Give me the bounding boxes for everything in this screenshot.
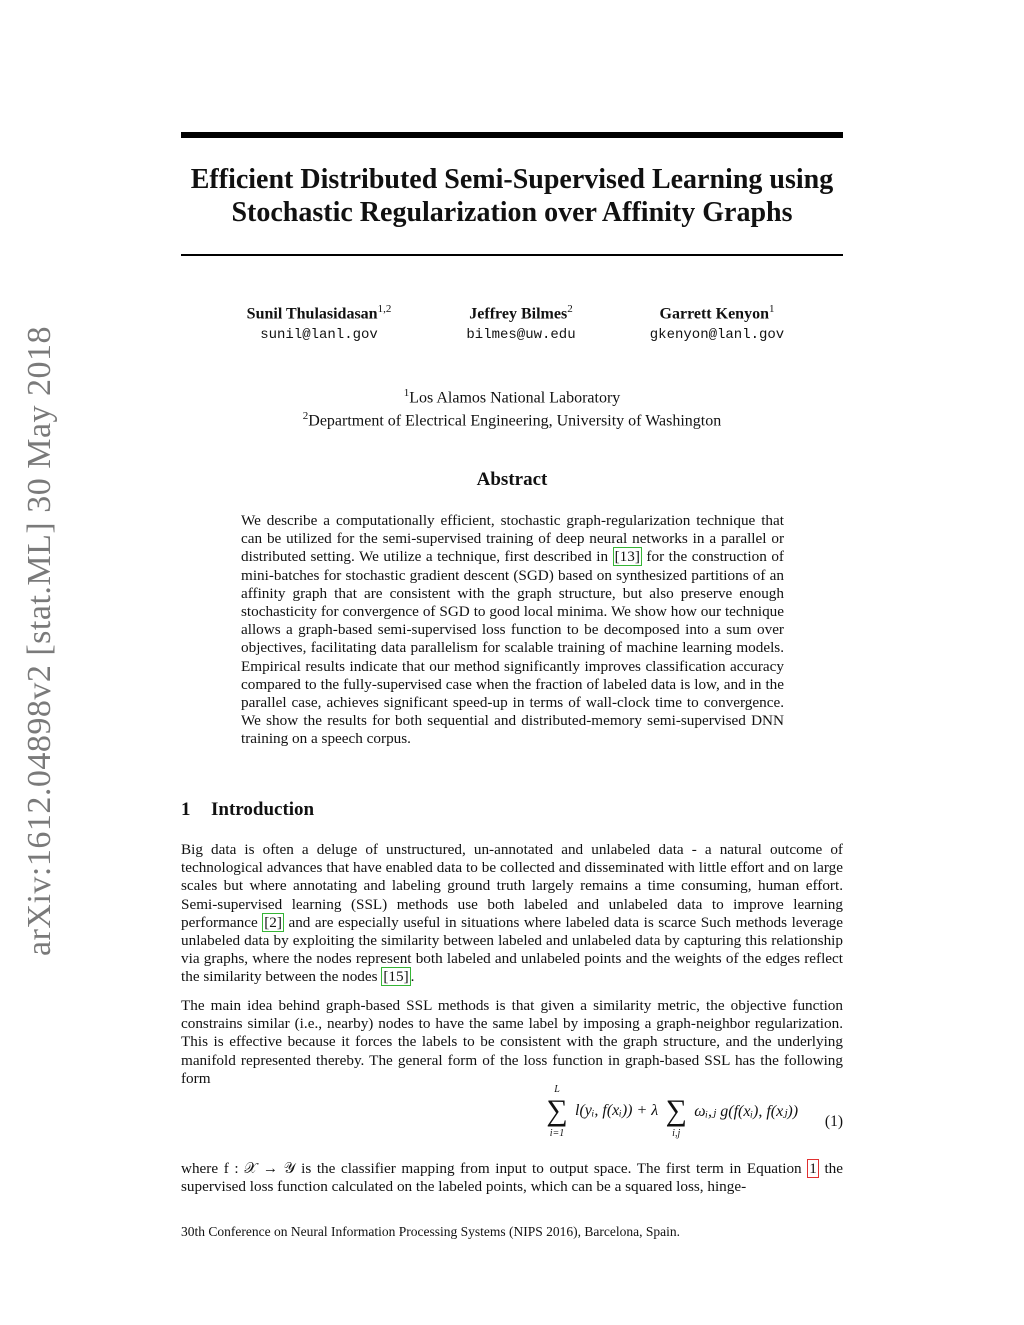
- citation-link[interactable]: [15]: [383, 968, 409, 986]
- author-affiliation-mark: 1,2: [377, 303, 392, 315]
- title-bottom-rule: [181, 254, 843, 256]
- sum-lower-limit: i,j: [672, 1128, 681, 1139]
- abstract-text-part: We describe a computationally efficient, stochastic graph-regularization technique that can be utilized for the semi-supervised training of deep neural networks in a parallel or distributed setting. We utilize a technique, first described in: [241, 512, 784, 566]
- sum-lower-limit: i=1: [549, 1128, 565, 1139]
- affiliation-mark: 1: [403, 387, 410, 399]
- paragraph-text: and are especially useful in situations where labeled data is scarce Such methods leverage unlabeled data by exploiting the similarity between labeled and unlabeled data by capturing this relationship via graphs, where the nodes represent both labeled and unlabeled points and the weights of the edges reflect the similarity between the nodes: [181, 913, 844, 986]
- equation-reference-link[interactable]: 1: [809, 1160, 817, 1177]
- affiliation-text: Los Alamos National Laboratory: [409, 389, 621, 407]
- citation-link[interactable]: [13]: [614, 548, 640, 566]
- equation-term: l(yᵢ, f(xᵢ)) + λ: [575, 1102, 659, 1119]
- paper-title: [181, 163, 843, 229]
- author-block: [637, 298, 797, 345]
- intro-paragraph-2: The main idea behind graph-based SSL methods is that given a similarity metric, the objective function constrains similar (i.e., nearby) nodes to have the same label by imposing a graph-neighbor regularization. This is effective because it forces the labels to be consistent with the graph structure, and the underlying manifold represented thereby. The general form of the loss function in graph-based SSL has the following form: [181, 997, 843, 1087]
- author-block: [451, 298, 591, 345]
- arxiv-identifier: arXiv:1612.04898v2 [stat.ML] 30 May 2018: [21, 325, 58, 956]
- abstract-heading: Abstract: [476, 469, 548, 490]
- citation-link[interactable]: [2]: [264, 913, 282, 931]
- sum-upper-limit: L: [554, 1084, 560, 1095]
- summation-symbol: ∑ i,j: [662, 1096, 690, 1126]
- affiliation-text: Department of Electrical Engineering, University of Washington: [308, 412, 722, 430]
- author-email[interactable]: gkenyon@lanl.gov: [649, 327, 785, 344]
- author-name: [637, 298, 797, 325]
- affiliation-line: [181, 384, 843, 407]
- equation-number: (1): [824, 1113, 843, 1130]
- abstract-text-part: for the construction of mini-batches for stochastic gradient descent (SGD) based on synthesized partitions of an affinity graph that are consistent with the graph structure, but also preserve enough stochasticity for convergence of SGD to good local minima. We show how our technique allows a graph-based semi-supervised loss function to be decomposed into a sum over objectives, facilitating data parallelism for scalable training of machine learning models. Empirical results indicate that our method significantly improves classification accuracy compared to the fully-supervised case when the fraction of labeled data is low, and in the parallel case, achieves significant speed-up in terms of wall-clock time to convergence. We show the results for both sequential and distributed-memory semi-supervised DNN training on a speech corpus.: [241, 548, 784, 748]
- author-name-text: Garrett Kenyon: [659, 305, 769, 323]
- equation-term: ωᵢ,ⱼ g(f(xᵢ), f(xⱼ)): [694, 1103, 799, 1120]
- title-line-2: Stochastic Regularization over Affinity Graphs: [231, 197, 793, 228]
- author-affiliation-mark: 2: [567, 303, 573, 315]
- author-list: [181, 298, 843, 348]
- section-heading: [181, 799, 843, 821]
- summation-symbol: L ∑ i=1: [543, 1096, 571, 1126]
- title-top-rule: [181, 132, 843, 138]
- intro-paragraph-1: [181, 841, 843, 987]
- intro-paragraph-3: [181, 1160, 843, 1196]
- author-email[interactable]: bilmes@uw.edu: [466, 327, 576, 344]
- author-block: [229, 298, 409, 345]
- affiliation-line: [181, 407, 843, 430]
- paragraph-text: Big data is often a deluge of unstructured, un-annotated and unlabeled data - a natural outcome of technological advances that have enabled data to be collected and disseminated with little effort and on large scales but where annotating and labeling ground truth largely remains a time consuming, human effort. Semi-supervised learning (SSL) methods use both labeled and unlabeled data to improve learning performance: [181, 841, 843, 931]
- title-line-1: Efficient Distributed Semi-Supervised Learning using: [190, 164, 834, 195]
- affiliation-list: [181, 384, 843, 431]
- section-number: 1: [181, 799, 191, 820]
- equation-1: [181, 1084, 843, 1152]
- author-name-text: Jeffrey Bilmes: [469, 305, 568, 323]
- author-name: [229, 298, 409, 325]
- paragraph-text: .: [410, 968, 415, 986]
- paragraph-text: where f : 𝒳 → 𝒴 is the classifier mapping from input to output space. The first term in Equation: [181, 1160, 808, 1177]
- abstract-text: [241, 512, 784, 749]
- paragraph-text: the supervised loss function calculated on the labeled points, which can be a squared loss, hinge-: [181, 1160, 843, 1196]
- section-title: Introduction: [211, 799, 315, 820]
- conference-footnote: 30th Conference on Neural Information Processing Systems (NIPS 2016), Barcelona, Spain.: [181, 1224, 681, 1239]
- author-email[interactable]: sunil@lanl.gov: [260, 327, 378, 344]
- author-name: [451, 298, 591, 325]
- equation-body: [543, 1084, 799, 1152]
- author-name-text: Sunil Thulasidasan: [246, 305, 378, 323]
- author-affiliation-mark: 1: [768, 303, 775, 315]
- affiliation-mark: 2: [302, 410, 309, 423]
